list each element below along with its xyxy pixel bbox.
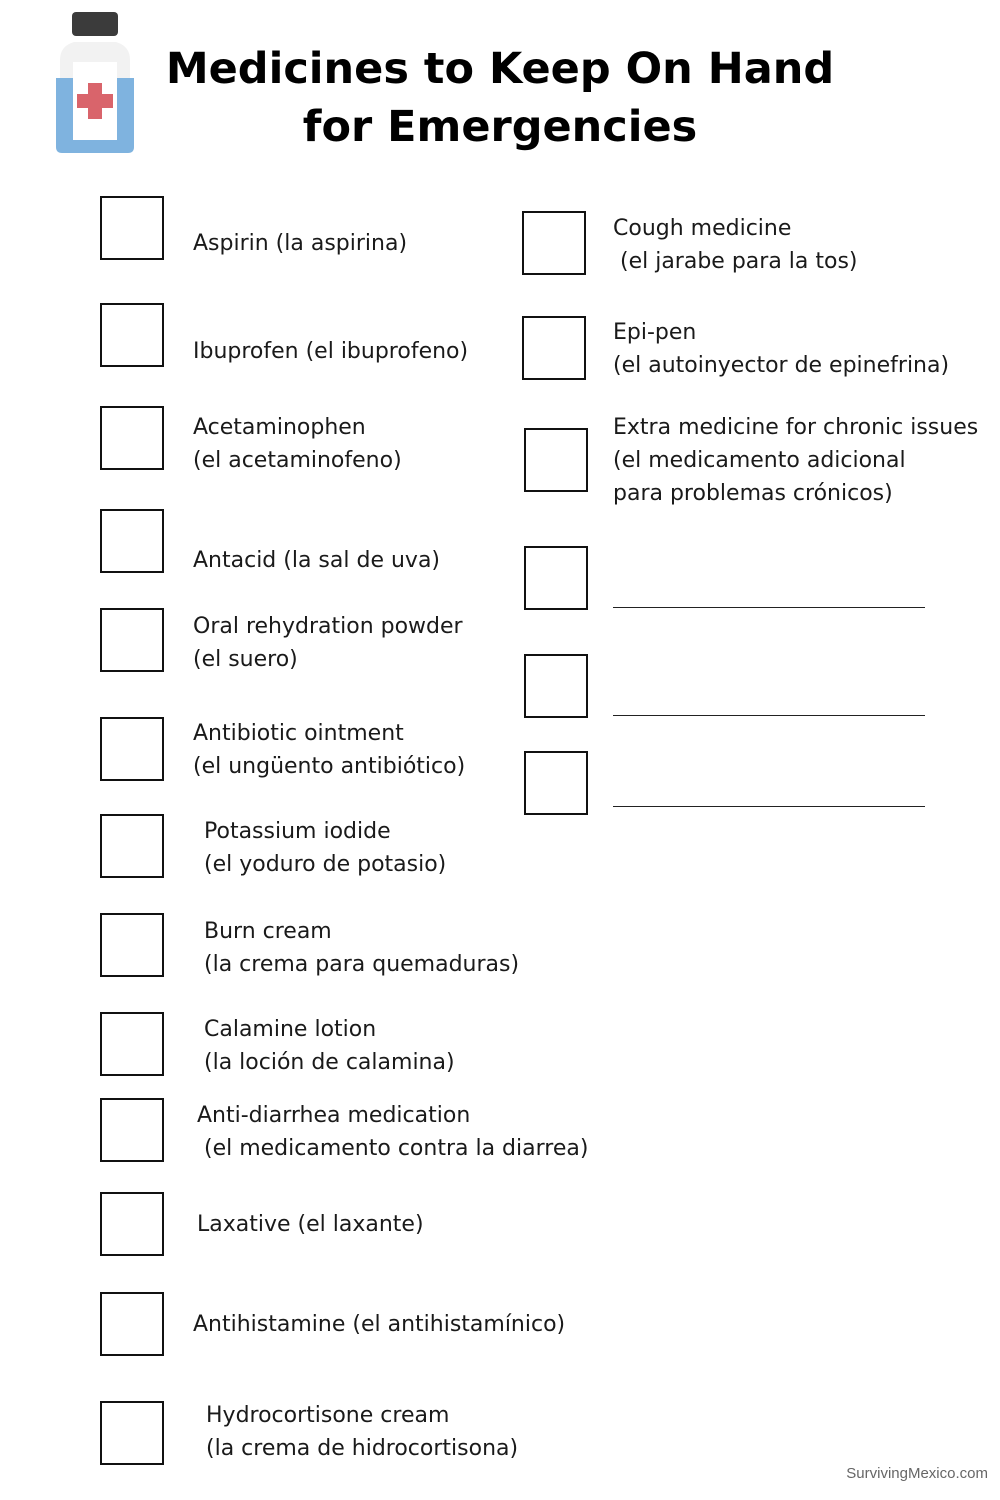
list-item-label: Oral rehydration powder (el suero) — [193, 614, 463, 672]
list-item-label: Acetaminophen (el acetaminofeno) — [193, 415, 402, 473]
checkbox-cough-medicine[interactable] — [522, 211, 586, 275]
list-item-label: Antihistamine (el antihistamínico) — [193, 1312, 566, 1337]
checkbox-anti-diarrhea[interactable] — [100, 1098, 164, 1162]
checkbox-acetaminophen[interactable] — [100, 406, 164, 470]
checkbox-antihistamine[interactable] — [100, 1292, 164, 1356]
site-credit: SurvivingMexico.com — [846, 1465, 988, 1482]
checkbox-blank-2[interactable] — [524, 654, 588, 718]
list-item-label: Epi-pen (el autoinyector de epinefrina) — [613, 320, 950, 378]
list-item-label: Ibuprofen (el ibuprofeno) — [193, 339, 469, 364]
list-item-label: Burn cream (la crema para quemaduras) — [204, 919, 520, 977]
checkbox-blank-1[interactable] — [524, 546, 588, 610]
checkbox-ibuprofen[interactable] — [100, 303, 164, 367]
blank-line-1[interactable] — [613, 607, 925, 608]
checkbox-potassium-iodide[interactable] — [100, 814, 164, 878]
title-line-2: for Emergencies — [302, 102, 698, 152]
list-item-label: Cough medicine (el jarabe para la tos) — [613, 216, 858, 274]
list-item-label: Aspirin (la aspirina) — [193, 231, 408, 256]
list-item-label: Potassium iodide (el yoduro de potasio) — [204, 819, 447, 877]
list-item-label: Laxative (el laxante) — [197, 1212, 424, 1237]
list-item-label: Extra medicine for chronic issues (el medicamento adicional para problemas crónicos) — [613, 415, 979, 506]
checkbox-aspirin[interactable] — [100, 196, 164, 260]
checkbox-calamine-lotion[interactable] — [100, 1012, 164, 1076]
list-item-label: Antibiotic ointment (el ungüento antibiótico) — [193, 721, 466, 779]
page-title — [150, 40, 850, 156]
checkbox-oral-rehydration[interactable] — [100, 608, 164, 672]
blank-line-2[interactable] — [613, 715, 925, 716]
checkbox-blank-3[interactable] — [524, 751, 588, 815]
checkbox-laxative[interactable] — [100, 1192, 164, 1256]
list-item-label: Hydrocortisone cream (la crema de hidrocortisona) — [206, 1403, 519, 1461]
blank-line-3[interactable] — [613, 806, 925, 807]
checkbox-antacid[interactable] — [100, 509, 164, 573]
title-line-1: Medicines to Keep On Hand — [165, 44, 835, 94]
list-item-label: Anti-diarrhea medication (el medicamento contra la diarrea) — [197, 1103, 589, 1161]
checkbox-antibiotic-ointment[interactable] — [100, 717, 164, 781]
checkbox-epi-pen[interactable] — [522, 316, 586, 380]
checkbox-burn-cream[interactable] — [100, 913, 164, 977]
checkbox-chronic-medicine[interactable] — [524, 428, 588, 492]
list-item-label: Calamine lotion (la loción de calamina) — [204, 1017, 455, 1075]
medicine-bottle-icon — [52, 12, 138, 157]
list-item-label: Antacid (la sal de uva) — [193, 548, 441, 573]
checkbox-hydrocortisone[interactable] — [100, 1401, 164, 1465]
